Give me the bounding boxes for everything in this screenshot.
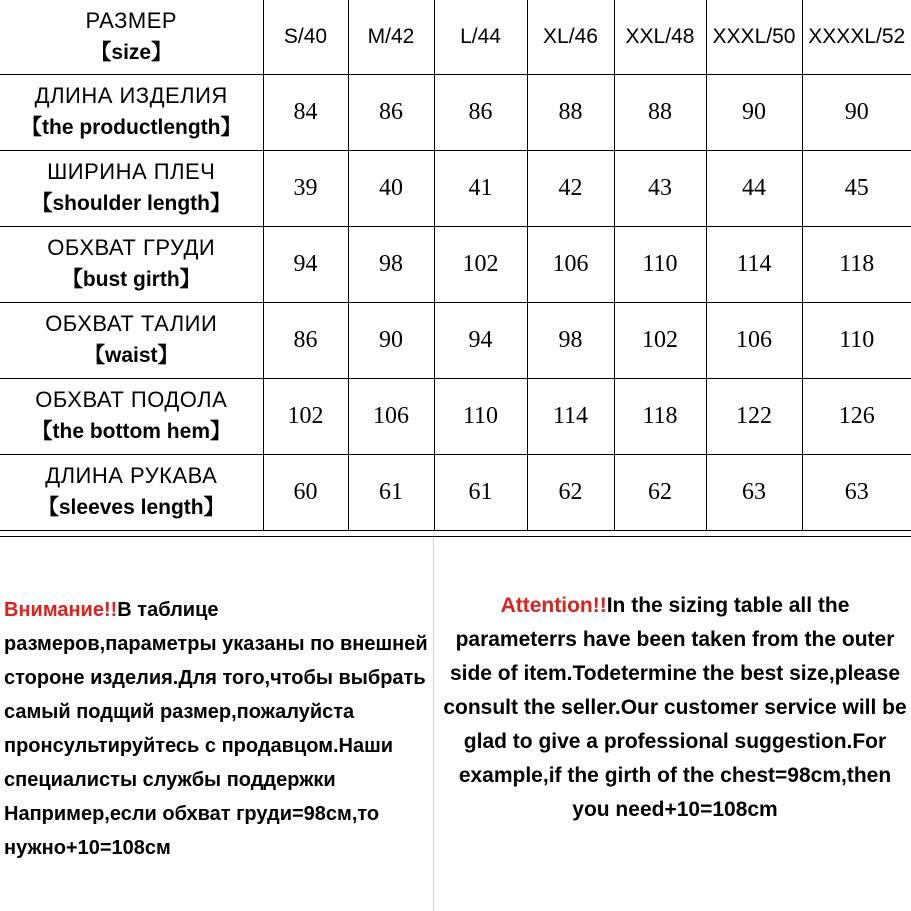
row-label-cell xyxy=(0,454,263,530)
value-cell: 39 xyxy=(263,150,348,226)
value-cell: 84 xyxy=(263,74,348,150)
size-col-header: XXXL/50 xyxy=(706,0,802,74)
value-cell: 110 xyxy=(434,378,527,454)
value-cell: 106 xyxy=(348,378,434,454)
value-cell: 86 xyxy=(263,302,348,378)
value-cell: 63 xyxy=(802,454,911,530)
value-cell: 88 xyxy=(614,74,706,150)
note-text-ru: В таблице размеров,параметры указаны по внешней стороне изделия.Для того,чтобы выбрать самый подщий размер,пожалуйста пронсультируйтесь с продавцом.Наши специалисты службы поддержки Например,если обхват груди=98см,то нужно+10=108см xyxy=(4,599,428,859)
value-cell: 114 xyxy=(706,226,802,302)
row-label-cell xyxy=(0,226,263,302)
size-col-header: XXL/48 xyxy=(614,0,706,74)
size-col-header: XXXXL/52 xyxy=(802,0,911,74)
row-label-cell xyxy=(0,302,263,378)
row-label-ru: ШИРИНА ПЛЕЧ xyxy=(47,159,216,184)
size-header-cell xyxy=(0,0,263,74)
value-cell: 61 xyxy=(348,454,434,530)
value-cell: 110 xyxy=(614,226,706,302)
row-label-cell xyxy=(0,378,263,454)
warning-label-en: Attention!! xyxy=(500,594,607,617)
size-header-en: 【size】 xyxy=(90,40,173,64)
value-cell: 126 xyxy=(802,378,911,454)
note-english xyxy=(440,589,910,827)
value-cell: 90 xyxy=(706,74,802,150)
measurement-row-sleeves xyxy=(0,454,911,530)
size-col-header: L/44 xyxy=(434,0,527,74)
row-label-cell xyxy=(0,150,263,226)
value-cell: 41 xyxy=(434,150,527,226)
row-label-en: 【shoulder length】 xyxy=(31,192,231,215)
value-cell: 98 xyxy=(348,226,434,302)
size-col-header: XL/46 xyxy=(527,0,614,74)
value-cell: 86 xyxy=(348,74,434,150)
size-col-header: M/42 xyxy=(348,0,434,74)
value-cell: 106 xyxy=(527,226,614,302)
row-label-cell xyxy=(0,74,263,150)
notes-panel xyxy=(0,536,911,911)
row-label-ru: ДЛИНА РУКАВА xyxy=(45,463,218,488)
value-cell: 94 xyxy=(434,302,527,378)
row-label-en: 【the productlength】 xyxy=(21,116,242,139)
value-cell: 102 xyxy=(614,302,706,378)
value-cell: 122 xyxy=(706,378,802,454)
note-russian xyxy=(4,593,430,865)
value-cell: 118 xyxy=(614,378,706,454)
value-cell: 88 xyxy=(527,74,614,150)
measurement-row-waist xyxy=(0,302,911,378)
measurement-row-product-length xyxy=(0,74,911,150)
measurement-row-bottom-hem xyxy=(0,378,911,454)
value-cell: 62 xyxy=(614,454,706,530)
value-cell: 45 xyxy=(802,150,911,226)
value-cell: 44 xyxy=(706,150,802,226)
notes-divider xyxy=(433,537,434,911)
row-label-en: 【sleeves length】 xyxy=(37,496,225,519)
value-cell: 94 xyxy=(263,226,348,302)
row-label-en: 【bust girth】 xyxy=(61,268,201,291)
header-row xyxy=(0,0,911,74)
row-label-ru: ОБХВАТ ПОДОЛА xyxy=(35,387,228,412)
value-cell: 43 xyxy=(614,150,706,226)
value-cell: 98 xyxy=(527,302,614,378)
value-cell: 60 xyxy=(263,454,348,530)
row-label-en: 【waist】 xyxy=(83,344,179,367)
value-cell: 114 xyxy=(527,378,614,454)
note-text-en: In the sizing table all the parameterrs have been taken from the outer side of item.Todetermine the best size,please consult the seller.Our customer service will be glad to give a professional suggestion.For example,if the girth of the chest=98cm,then you need+10=108cm xyxy=(443,594,907,821)
value-cell: 106 xyxy=(706,302,802,378)
measurement-row-bust xyxy=(0,226,911,302)
value-cell: 61 xyxy=(434,454,527,530)
value-cell: 102 xyxy=(434,226,527,302)
row-label-ru: ДЛИНА ИЗДЕЛИЯ xyxy=(34,83,228,108)
size-header-ru: РАЗМЕР xyxy=(85,7,178,33)
value-cell: 90 xyxy=(802,74,911,150)
warning-label-ru: Внимание!! xyxy=(4,599,118,621)
row-label-en: 【the bottom hem】 xyxy=(31,420,231,443)
value-cell: 62 xyxy=(527,454,614,530)
value-cell: 90 xyxy=(348,302,434,378)
value-cell: 102 xyxy=(263,378,348,454)
value-cell: 110 xyxy=(802,302,911,378)
value-cell: 86 xyxy=(434,74,527,150)
value-cell: 118 xyxy=(802,226,911,302)
value-cell: 63 xyxy=(706,454,802,530)
size-col-header: S/40 xyxy=(263,0,348,74)
measurement-row-shoulder xyxy=(0,150,911,226)
row-label-ru: ОБХВАТ ГРУДИ xyxy=(47,235,216,260)
row-label-ru: ОБХВАТ ТАЛИИ xyxy=(45,311,218,336)
value-cell: 42 xyxy=(527,150,614,226)
value-cell: 40 xyxy=(348,150,434,226)
